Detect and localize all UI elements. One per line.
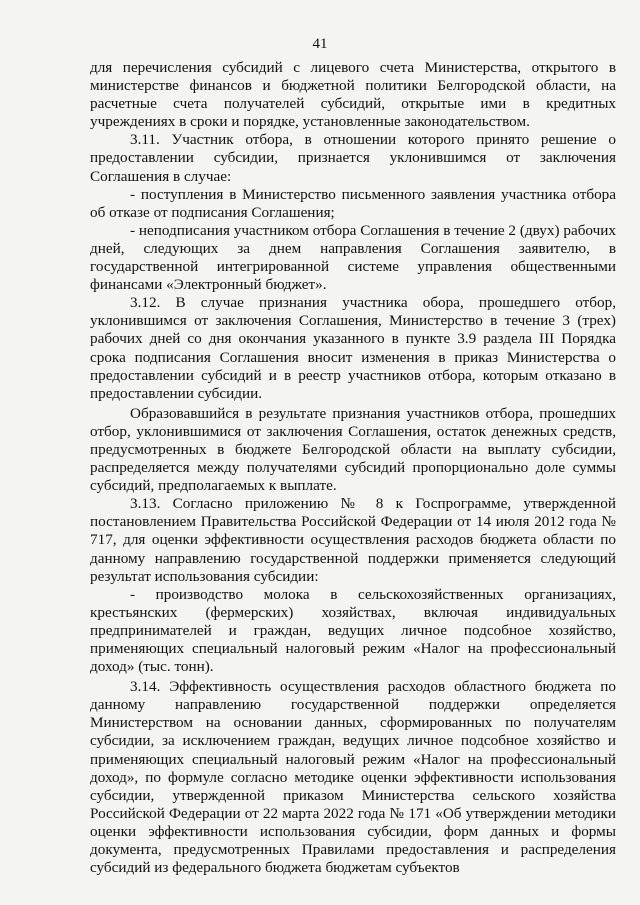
paragraph-continuation: для перечисления субсидий с лицевого счета Министерства, открытого в министерстве финансов и бюджетной политики Белгородской области, на расчетные счета получателей субсидий, открытые ими в кредитных учреждениях в сроки и порядке, установленные законодательством. [90, 59, 616, 131]
paragraph-3-13: 3.13. Согласно приложению № 8 к Госпрограмме, утвержденной постановлением Правительства Российской Федерации от 14 июля 2012 года № 717, для оценки эффективности осуществления расходов бюджета области по данному направлению государственной поддержки применяется следующий результат использования субсидии: [90, 495, 616, 585]
paragraph-3-11: 3.11. Участник отбора, в отношении которого принято решение о предоставлении субсидии, признается уклонившимся от заключения Соглашения в случае: [90, 131, 616, 185]
document-body [90, 59, 616, 877]
list-item-written-refusal: - поступления в Министерство письменного заявления участника отбора об отказе от подписания Соглашения; [90, 185, 616, 221]
list-item-milk-production: - производство молока в сельскохозяйственных организациях, крестьянских (фермерских) хозяйствах, включая индивидуальных предпринимателей и граждан, ведущих личное подсобное хозяйство, применяющих специальный налоговый режим «Налог на профессиональный доход» (тыс. тонн). [90, 585, 616, 676]
paragraph-remaining-funds: Образовавшийся в результате признания участников отбора, прошедших отбор, уклонившимися от заключения Соглашения, остаток денежных средств, предусмотренных в бюджете Белгородской области на выплату субсидии, распределяется между получателями субсидий пропорционально доле суммы субсидий, предполагаемых к выплате. [90, 404, 616, 495]
list-item-not-signed: - неподписания участником отбора Соглашения в течение 2 (двух) рабочих дней, следующих за днем направления Соглашения заявителю, в государственной интегрированной системе управления общественными финансами «Электронный бюджет». [90, 221, 616, 294]
paragraph-3-12: 3.12. В случае признания участника обора, прошедшего отбор, уклонившимся от заключения Соглашения, Министерство в течение 3 (трех) рабочих дней со дня окончания указанного в пункте 3.9 раздела III Порядка срока подписания Соглашения вносит изменения в приказ Министерства о предоставлении субсидий и в реестр участников отбора, которым отказано в предоставлении субсидии. [90, 294, 616, 402]
paragraph-3-14: 3.14. Эффективность осуществления расходов областного бюджета по данному направлению государственной поддержки определяется Министерством на основании данных, сформированных по получателям субсидии, за исключением граждан, ведущих личное подсобное хозяйство и применяющих специальный налоговый режим «Налог на профессиональный доход», по формуле согласно методике оценки эффективности использования субсидии, утвержденной приказом Министерства сельского хозяйства Российской Федерации от 22 марта 2022 года № 171 «Об утверждении методики оценки эффективности использования субсидии, форм данных и формы документа, предусмотренных Правилами предоставления и распределения субсидий из федерального бюджета бюджетам субъектов [90, 678, 616, 877]
page-number: 41 [312, 36, 328, 52]
